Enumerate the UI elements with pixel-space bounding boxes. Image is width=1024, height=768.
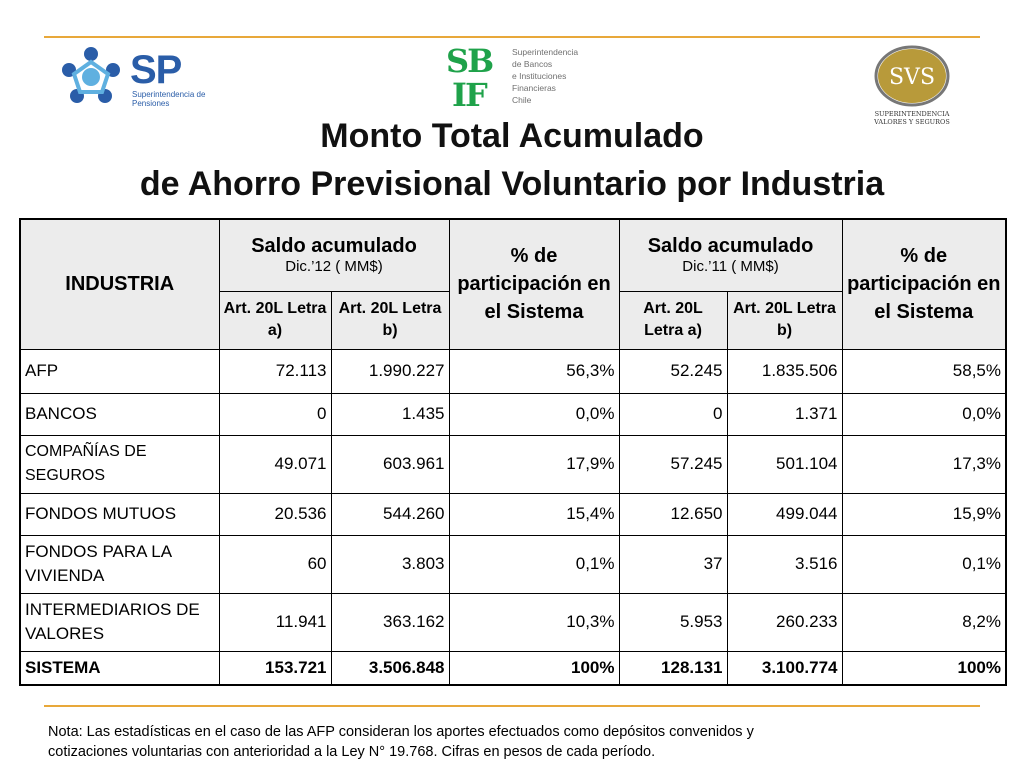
sp-emblem-icon (58, 44, 124, 110)
sp-logo-subtitle: Superintendencia de Pensiones (132, 90, 206, 108)
table-row (20, 435, 1006, 493)
cell-industria: BANCOS (20, 393, 219, 435)
sbif-logo-subtitle: Superintendencia de Bancos e Instituciones Financieras Chile (512, 47, 579, 105)
sbif-logo (446, 44, 586, 118)
sbif-logo-mark: SB IF (446, 42, 493, 114)
header-art-b-dic11: Art. 20L Letra b) (727, 291, 842, 349)
cell-pct-dic11: 0,1% (842, 535, 1006, 593)
footnote-line-2: cotizaciones voluntarias con anterioridad a la Ley N° 19.768. Cifras en pesos de cada período. (48, 744, 656, 760)
sp-logo (58, 44, 218, 112)
cell-art-b-dic12: 3.803 (331, 535, 449, 593)
cell-pct-dic11: 8,2% (842, 593, 1006, 651)
cell-art-a-dic11-total: 128.131 (619, 651, 727, 685)
cell-industria-total: SISTEMA (20, 651, 219, 685)
cell-art-a-dic12: 60 (219, 535, 331, 593)
footnote (48, 722, 968, 762)
table-row (20, 349, 1006, 393)
cell-art-a-dic12: 72.113 (219, 349, 331, 393)
cell-art-b-dic11: 499.044 (727, 493, 842, 535)
svs-logo-mark: SVS (888, 65, 936, 90)
cell-pct-dic11: 0,0% (842, 393, 1006, 435)
header-pct-dic11: % de participación en el Sistema (842, 219, 1006, 349)
cell-industria: FONDOS MUTUOS (20, 493, 219, 535)
cell-industria: COMPAÑÍAS DE SEGUROS (20, 435, 219, 493)
cell-pct-dic11: 17,3% (842, 435, 1006, 493)
header-saldo-dic12: Saldo acumulado Dic.’12 ( MM$) (219, 219, 449, 291)
savings-table (19, 218, 1007, 686)
cell-pct-dic12: 0,1% (449, 535, 619, 593)
cell-art-b-dic12: 544.260 (331, 493, 449, 535)
cell-art-a-dic11: 0 (619, 393, 727, 435)
svs-emblem-icon (868, 44, 956, 108)
cell-pct-dic12-total: 100% (449, 651, 619, 685)
cell-art-a-dic11: 12.650 (619, 493, 727, 535)
cell-art-b-dic12: 603.961 (331, 435, 449, 493)
table-row (20, 535, 1006, 593)
header-art-a-dic11: Art. 20L Letra a) (619, 291, 727, 349)
footnote-line-1: Nota: Las estadísticas en el caso de las AFP consideran los aportes efectuados como depósitos convenidos y (48, 724, 754, 740)
cell-industria: AFP (20, 349, 219, 393)
cell-pct-dic12: 10,3% (449, 593, 619, 651)
cell-industria: INTERMEDIARIOS DE VALORES (20, 593, 219, 651)
cell-art-b-dic12: 1.435 (331, 393, 449, 435)
cell-art-a-dic11: 52.245 (619, 349, 727, 393)
cell-art-a-dic11: 57.245 (619, 435, 727, 493)
cell-pct-dic12: 56,3% (449, 349, 619, 393)
cell-pct-dic12: 17,9% (449, 435, 619, 493)
cell-art-a-dic11: 5.953 (619, 593, 727, 651)
cell-art-b-dic11-total: 3.100.774 (727, 651, 842, 685)
page-title-line-1: Monto Total Acumulado (320, 117, 704, 155)
sp-logo-mark: SP (130, 48, 182, 92)
cell-industria: FONDOS PARA LA VIVIENDA (20, 535, 219, 593)
cell-art-a-dic12: 20.536 (219, 493, 331, 535)
cell-pct-dic12: 15,4% (449, 493, 619, 535)
cell-art-a-dic12: 0 (219, 393, 331, 435)
page-title-line-2: de Ahorro Previsional Voluntario por Industria (139, 165, 885, 203)
cell-art-b-dic12-total: 3.506.848 (331, 651, 449, 685)
bottom-divider (44, 705, 980, 707)
cell-pct-dic11-total: 100% (842, 651, 1006, 685)
table-row (20, 393, 1006, 435)
header-pct-dic12: % de participación en el Sistema (449, 219, 619, 349)
cell-pct-dic11: 58,5% (842, 349, 1006, 393)
cell-art-b-dic11: 1.371 (727, 393, 842, 435)
cell-pct-dic12: 0,0% (449, 393, 619, 435)
cell-art-b-dic12: 363.162 (331, 593, 449, 651)
cell-pct-dic11: 15,9% (842, 493, 1006, 535)
table-row (20, 493, 1006, 535)
table-row (20, 593, 1006, 651)
table-total-row (20, 651, 1006, 685)
svs-logo-subtitle: SUPERINTENDENCIA VALORES Y SEGUROS (874, 110, 950, 126)
top-divider (44, 36, 980, 38)
header-saldo-dic11: Saldo acumulado Dic.’11 ( MM$) (619, 219, 842, 291)
cell-art-b-dic11: 501.104 (727, 435, 842, 493)
cell-art-b-dic11: 260.233 (727, 593, 842, 651)
cell-art-b-dic11: 1.835.506 (727, 349, 842, 393)
header-art-a-dic12: Art. 20L Letra a) (219, 291, 331, 349)
cell-art-a-dic12: 11.941 (219, 593, 331, 651)
cell-art-a-dic12-total: 153.721 (219, 651, 331, 685)
cell-art-a-dic12: 49.071 (219, 435, 331, 493)
header-industria: INDUSTRIA (20, 219, 219, 349)
cell-art-b-dic12: 1.990.227 (331, 349, 449, 393)
cell-art-b-dic11: 3.516 (727, 535, 842, 593)
header-art-b-dic12: Art. 20L Letra b) (331, 291, 449, 349)
cell-art-a-dic11: 37 (619, 535, 727, 593)
